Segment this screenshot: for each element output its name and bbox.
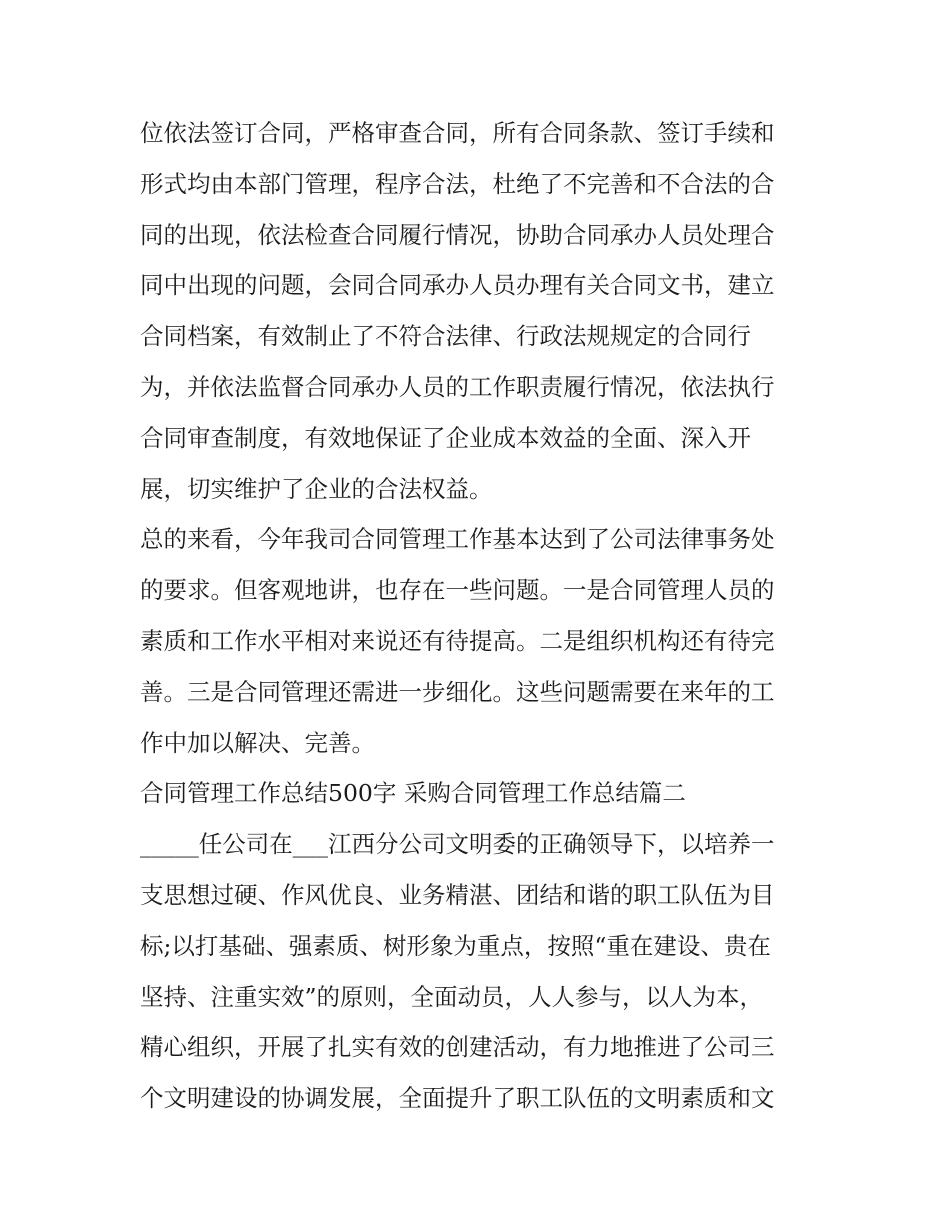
text-line: 坚持、注重实效”的原则，全面动员，人人参与，以人为本， (140, 982, 764, 1011)
text-line: 合同档案，有效制止了不符合法律、行政法规规定的合同行 (140, 322, 751, 351)
text-line: 善。三是合同管理还需进一步细化。这些问题需要在来年的工 (140, 677, 775, 706)
document-body (140, 108, 820, 1124)
text-line: 作中加以解决、完善。 (140, 728, 375, 757)
text-line: 标;以打基础、强素质、树形象为重点，按照“重在建设、贵在 (140, 931, 771, 960)
paragraph-contract-management-duties (140, 108, 820, 514)
text-line: 总的来看，今年我司合同管理工作基本达到了公司法律事务处 (140, 525, 775, 554)
text-line: 同的出现，依法检查合同履行情况，协助合同承办人员处理合 (140, 220, 775, 249)
text-line: 素质和工作水平相对来说还有待提高。二是组织机构还有待完 (140, 626, 775, 655)
section-heading (140, 768, 820, 819)
text-line: 形式均由本部门管理，程序合法，杜绝了不完善和不合法的合 (140, 169, 775, 198)
text-line: 的要求。但客观地讲，也存在一些问题。一是合同管理人员的 (140, 576, 775, 605)
text-line: 为，并依法监督合同承办人员的工作职责履行情况，依法执行 (140, 372, 775, 401)
text-line: 合同审查制度，有效地保证了企业成本效益的全面、深入开 (140, 423, 751, 452)
text-line: 精心组织，开展了扎实有效的创建活动，有力地推进了公司三 (140, 1033, 775, 1062)
text-line: 个文明建设的协调发展，全面提升了职工队伍的文明素质和文 (140, 1084, 775, 1113)
text-line: 同中出现的问题，会同合同承办人员办理有关合同文书，建立 (140, 271, 775, 300)
text-line: 展，切实维护了企业的合法权益。 (140, 474, 493, 503)
section-title: 合同管理工作总结500字 采购合同管理工作总结篇二 (140, 779, 686, 808)
text-line: 位依法签订合同，严格审查合同，所有合同条款、签订手续和 (140, 119, 775, 147)
paragraph-civilization-building (140, 819, 820, 1124)
text-line: 支思想过硬、作风优良、业务精湛、团结和谐的职工队伍为目 (140, 880, 775, 909)
paragraph-summary-issues (140, 514, 820, 768)
text-line: _____任公司在___江西分公司文明委的正确领导下，以培养一 (140, 830, 775, 859)
